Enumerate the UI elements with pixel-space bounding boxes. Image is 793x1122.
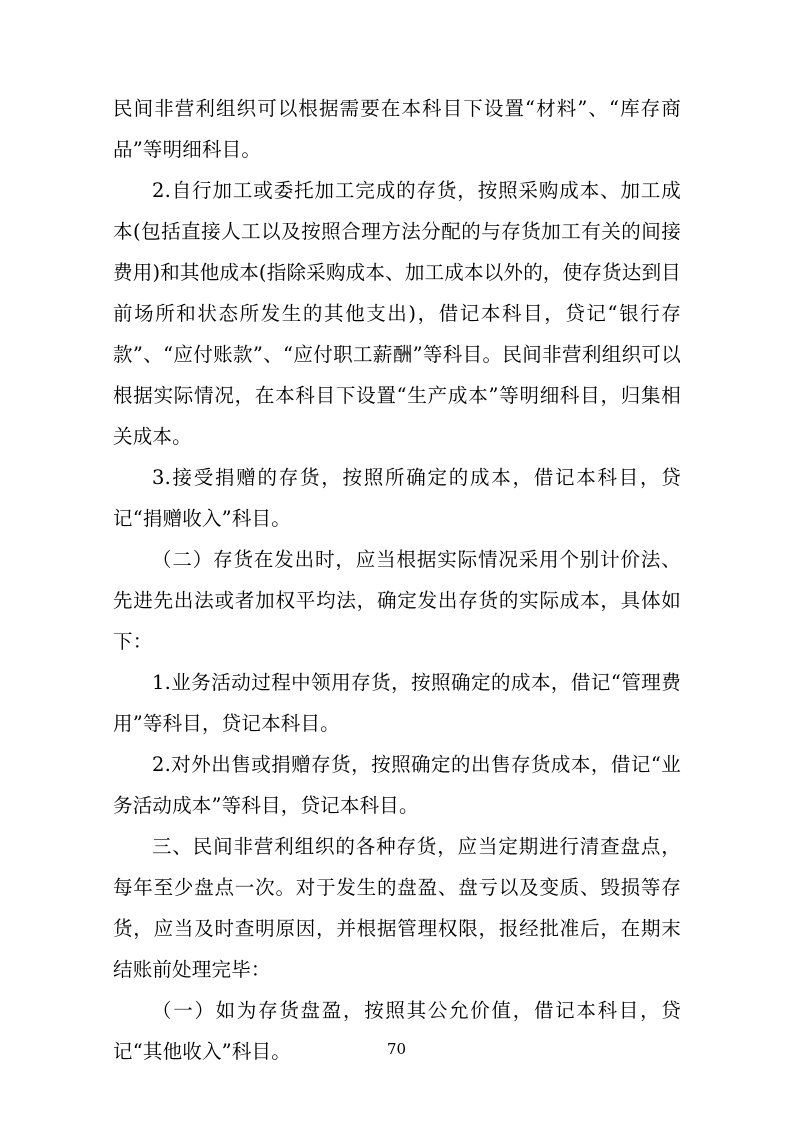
paragraph: （二）存货在发出时，应当根据实际情况采用个别计价法、先进先出法或者加权平均法，确定发出存货的实际成本，具体如下： (113, 548, 681, 653)
paragraph: 3.接受捐赠的存货，按照所确定的成本，借记本科目，贷记“捐赠收入”科目。 (113, 466, 681, 530)
page-body (113, 88, 681, 1072)
paragraph: 2.对外出售或捐赠存货，按照确定的出售存货成本，借记“业务活动成本”等科目，贷记本科目。 (113, 753, 681, 817)
paragraph: 2.自行加工或委托加工完成的存货，按照采购成本、加工成本(包括直接人工以及按照合理方法分配的与存货加工有关的间接费用)和其他成本(指除采购成本、加工成本以外的，使存货达到目前场所和状态所发生的其他支出)，借记本科目，贷记“银行存款”、“应付账款”、“应付职工薪酬”等科目。民间非营利组织可以根据实际情况，在本科目下设置“生产成本”等明细科目，归集相关成本。 (113, 179, 681, 448)
paragraph: 三、民间非营利组织的各种存货，应当定期进行清查盘点，每年至少盘点一次。对于发生的盘盈、盘亏以及变质、毁损等存货，应当及时查明原因，并根据管理权限，报经批准后，在期末结账前处理完毕： (113, 835, 681, 981)
paragraph: 1.业务活动过程中领用存货，按照确定的成本，借记“管理费用”等科目，贷记本科目。 (113, 671, 681, 735)
paragraph: 民间非营利组织可以根据需要在本科目下设置“材料”、“库存商品”等明细科目。 (113, 97, 681, 161)
page-number: 70 (386, 1040, 407, 1058)
paragraph: （一）如为存货盘盈，按照其公允价值，借记本科目，贷记“其他收入”科目。 (113, 999, 681, 1063)
